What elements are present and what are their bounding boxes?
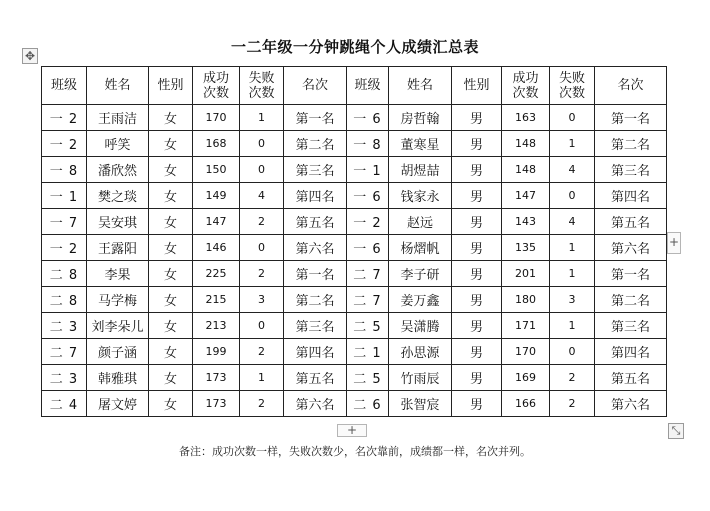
boy-rank-cell: 第六名 (595, 235, 667, 261)
boy-class-cell: 二 1 (347, 339, 389, 365)
table-row (42, 365, 667, 391)
boy-fail-cell: 4 (550, 157, 595, 183)
boy-rank-cell: 第三名 (595, 313, 667, 339)
boy-name-cell: 赵远 (389, 209, 452, 235)
girl-gender-cell: 女 (149, 287, 193, 313)
girl-class-cell: 一 2 (42, 131, 87, 157)
girl-fail-cell: 0 (240, 313, 284, 339)
girl-class-cell: 一 1 (42, 183, 87, 209)
boy-class-cell: 一 1 (347, 157, 389, 183)
boy-class-cell: 二 5 (347, 313, 389, 339)
girl-success-cell: 149 (193, 183, 240, 209)
girl-fail-cell: 0 (240, 235, 284, 261)
girl-fail-cell: 1 (240, 105, 284, 131)
boy-rank-cell: 第二名 (595, 131, 667, 157)
girl-rank-cell: 第一名 (284, 261, 347, 287)
resize-icon: ⤡ (671, 424, 681, 437)
boy-success-cell: 135 (502, 235, 550, 261)
girl-class-cell: 二 8 (42, 261, 87, 287)
boy-gender-cell: 男 (452, 261, 502, 287)
boy-name-cell: 董寒星 (389, 131, 452, 157)
girl-fail-cell: 2 (240, 209, 284, 235)
boy-gender-cell: 男 (452, 105, 502, 131)
girl-gender-cell: 女 (149, 209, 193, 235)
boy-fail-cell: 0 (550, 105, 595, 131)
boy-class-cell: 一 6 (347, 235, 389, 261)
girl-name-cell: 屠文婷 (87, 391, 149, 417)
girl-success-cell: 146 (193, 235, 240, 261)
boy-fail-cell: 1 (550, 261, 595, 287)
header-gender: 性别 (149, 67, 193, 105)
boy-success-cell: 166 (502, 391, 550, 417)
girl-class-cell: 二 7 (42, 339, 87, 365)
girl-gender-cell: 女 (149, 313, 193, 339)
girl-fail-cell: 2 (240, 261, 284, 287)
boy-fail-cell: 4 (550, 209, 595, 235)
table-row (42, 183, 667, 209)
boy-success-cell: 201 (502, 261, 550, 287)
girl-success-cell: 199 (193, 339, 240, 365)
table-row (42, 391, 667, 417)
girl-rank-cell: 第二名 (284, 287, 347, 313)
girl-fail-cell: 4 (240, 183, 284, 209)
girl-success-cell: 213 (193, 313, 240, 339)
boy-name-cell: 吴潇腾 (389, 313, 452, 339)
footnote: 备注：成功次数一样，失败次数少，名次靠前，成绩都一样，名次并列。 (179, 445, 531, 458)
girl-class-cell: 二 4 (42, 391, 87, 417)
girl-fail-cell: 3 (240, 287, 284, 313)
girl-class-cell: 一 2 (42, 235, 87, 261)
boy-success-cell: 148 (502, 157, 550, 183)
girl-success-cell: 173 (193, 365, 240, 391)
boy-name-cell: 房哲翰 (389, 105, 452, 131)
girl-name-cell: 樊之琰 (87, 183, 149, 209)
girl-fail-cell: 2 (240, 391, 284, 417)
boy-class-cell: 一 2 (347, 209, 389, 235)
boy-class-cell: 一 6 (347, 183, 389, 209)
girl-gender-cell: 女 (149, 105, 193, 131)
girl-fail-cell: 0 (240, 157, 284, 183)
girl-gender-cell: 女 (149, 131, 193, 157)
girl-rank-cell: 第六名 (284, 235, 347, 261)
boy-fail-cell: 2 (550, 391, 595, 417)
boy-class-cell: 一 8 (347, 131, 389, 157)
girl-class-cell: 二 3 (42, 365, 87, 391)
girl-name-cell: 王露阳 (87, 235, 149, 261)
score-table (41, 66, 667, 417)
header-gender: 性别 (452, 67, 502, 105)
boy-rank-cell: 第一名 (595, 105, 667, 131)
boy-success-cell: 171 (502, 313, 550, 339)
boy-rank-cell: 第一名 (595, 261, 667, 287)
boy-rank-cell: 第五名 (595, 365, 667, 391)
boy-rank-cell: 第四名 (595, 339, 667, 365)
header-row (42, 67, 667, 105)
boy-name-cell: 胡煜喆 (389, 157, 452, 183)
girl-rank-cell: 第六名 (284, 391, 347, 417)
girl-gender-cell: 女 (149, 157, 193, 183)
boy-success-cell: 180 (502, 287, 550, 313)
boy-rank-cell: 第五名 (595, 209, 667, 235)
header-class: 班级 (42, 67, 87, 105)
header-success: 成功 次数 (502, 67, 550, 105)
boy-name-cell: 张智宸 (389, 391, 452, 417)
boy-fail-cell: 0 (550, 183, 595, 209)
girl-success-cell: 225 (193, 261, 240, 287)
table-row (42, 313, 667, 339)
girl-success-cell: 173 (193, 391, 240, 417)
girl-name-cell: 马学梅 (87, 287, 149, 313)
table-row (42, 157, 667, 183)
boy-gender-cell: 男 (452, 391, 502, 417)
girl-class-cell: 二 8 (42, 287, 87, 313)
plus-icon: + (668, 235, 680, 249)
girl-class-cell: 二 3 (42, 313, 87, 339)
boy-rank-cell: 第二名 (595, 287, 667, 313)
boy-name-cell: 孙思源 (389, 339, 452, 365)
girl-name-cell: 潘欣然 (87, 157, 149, 183)
add-column-button[interactable] (667, 232, 681, 254)
boy-success-cell: 163 (502, 105, 550, 131)
boy-success-cell: 143 (502, 209, 550, 235)
girl-gender-cell: 女 (149, 391, 193, 417)
boy-gender-cell: 男 (452, 235, 502, 261)
header-name: 姓名 (389, 67, 452, 105)
girl-rank-cell: 第四名 (284, 183, 347, 209)
girl-name-cell: 韩雅琪 (87, 365, 149, 391)
boy-name-cell: 李子研 (389, 261, 452, 287)
boy-fail-cell: 0 (550, 339, 595, 365)
girl-success-cell: 147 (193, 209, 240, 235)
boy-gender-cell: 男 (452, 209, 502, 235)
table-row (42, 235, 667, 261)
boy-gender-cell: 男 (452, 131, 502, 157)
header-success: 成功 次数 (193, 67, 240, 105)
boy-name-cell: 竹雨辰 (389, 365, 452, 391)
header-fail: 失败 次数 (550, 67, 595, 105)
girl-rank-cell: 第二名 (284, 131, 347, 157)
girl-rank-cell: 第一名 (284, 105, 347, 131)
boy-fail-cell: 1 (550, 131, 595, 157)
girl-class-cell: 一 2 (42, 105, 87, 131)
girl-gender-cell: 女 (149, 261, 193, 287)
girl-success-cell: 150 (193, 157, 240, 183)
girl-name-cell: 刘李朵儿 (87, 313, 149, 339)
boy-gender-cell: 男 (452, 365, 502, 391)
boy-fail-cell: 1 (550, 235, 595, 261)
boy-fail-cell: 3 (550, 287, 595, 313)
girl-rank-cell: 第三名 (284, 313, 347, 339)
boy-class-cell: 一 6 (347, 105, 389, 131)
girl-fail-cell: 2 (240, 339, 284, 365)
add-row-button[interactable] (337, 424, 367, 437)
boy-name-cell: 姜万鑫 (389, 287, 452, 313)
table-row (42, 261, 667, 287)
boy-class-cell: 二 7 (347, 287, 389, 313)
boy-class-cell: 二 5 (347, 365, 389, 391)
header-rank: 名次 (284, 67, 347, 105)
girl-rank-cell: 第三名 (284, 157, 347, 183)
plus-icon: + (346, 423, 358, 437)
move-icon: ✥ (24, 49, 36, 63)
boy-success-cell: 170 (502, 339, 550, 365)
boy-gender-cell: 男 (452, 287, 502, 313)
boy-success-cell: 147 (502, 183, 550, 209)
girl-success-cell: 170 (193, 105, 240, 131)
boy-fail-cell: 1 (550, 313, 595, 339)
girl-success-cell: 215 (193, 287, 240, 313)
boy-class-cell: 二 7 (347, 261, 389, 287)
header-name: 姓名 (87, 67, 149, 105)
boy-name-cell: 钱家永 (389, 183, 452, 209)
boy-fail-cell: 2 (550, 365, 595, 391)
girl-fail-cell: 1 (240, 365, 284, 391)
boy-success-cell: 148 (502, 131, 550, 157)
boy-name-cell: 杨熠帆 (389, 235, 452, 261)
page-title: 一二年级一分钟跳绳个人成绩汇总表 (230, 38, 479, 56)
boy-rank-cell: 第四名 (595, 183, 667, 209)
boy-class-cell: 二 6 (347, 391, 389, 417)
boy-gender-cell: 男 (452, 313, 502, 339)
girl-name-cell: 李果 (87, 261, 149, 287)
boy-rank-cell: 第六名 (595, 391, 667, 417)
girl-name-cell: 呼笑 (87, 131, 149, 157)
boy-rank-cell: 第三名 (595, 157, 667, 183)
girl-class-cell: 一 8 (42, 157, 87, 183)
table-row (42, 209, 667, 235)
boy-gender-cell: 男 (452, 339, 502, 365)
table-row (42, 339, 667, 365)
girl-rank-cell: 第四名 (284, 339, 347, 365)
girl-gender-cell: 女 (149, 339, 193, 365)
girl-name-cell: 吴安琪 (87, 209, 149, 235)
girl-name-cell: 颜子涵 (87, 339, 149, 365)
girl-fail-cell: 0 (240, 131, 284, 157)
girl-rank-cell: 第五名 (284, 209, 347, 235)
header-fail: 失败 次数 (240, 67, 284, 105)
boy-gender-cell: 男 (452, 183, 502, 209)
girl-gender-cell: 女 (149, 365, 193, 391)
girl-name-cell: 王雨洁 (87, 105, 149, 131)
girl-gender-cell: 女 (149, 235, 193, 261)
table-row (42, 105, 667, 131)
girl-success-cell: 168 (193, 131, 240, 157)
boy-gender-cell: 男 (452, 157, 502, 183)
table-row (42, 131, 667, 157)
girl-rank-cell: 第五名 (284, 365, 347, 391)
table-row (42, 287, 667, 313)
boy-success-cell: 169 (502, 365, 550, 391)
header-class: 班级 (347, 67, 389, 105)
girl-class-cell: 一 7 (42, 209, 87, 235)
header-rank: 名次 (595, 67, 667, 105)
table-resize-handle[interactable] (668, 423, 684, 439)
girl-gender-cell: 女 (149, 183, 193, 209)
